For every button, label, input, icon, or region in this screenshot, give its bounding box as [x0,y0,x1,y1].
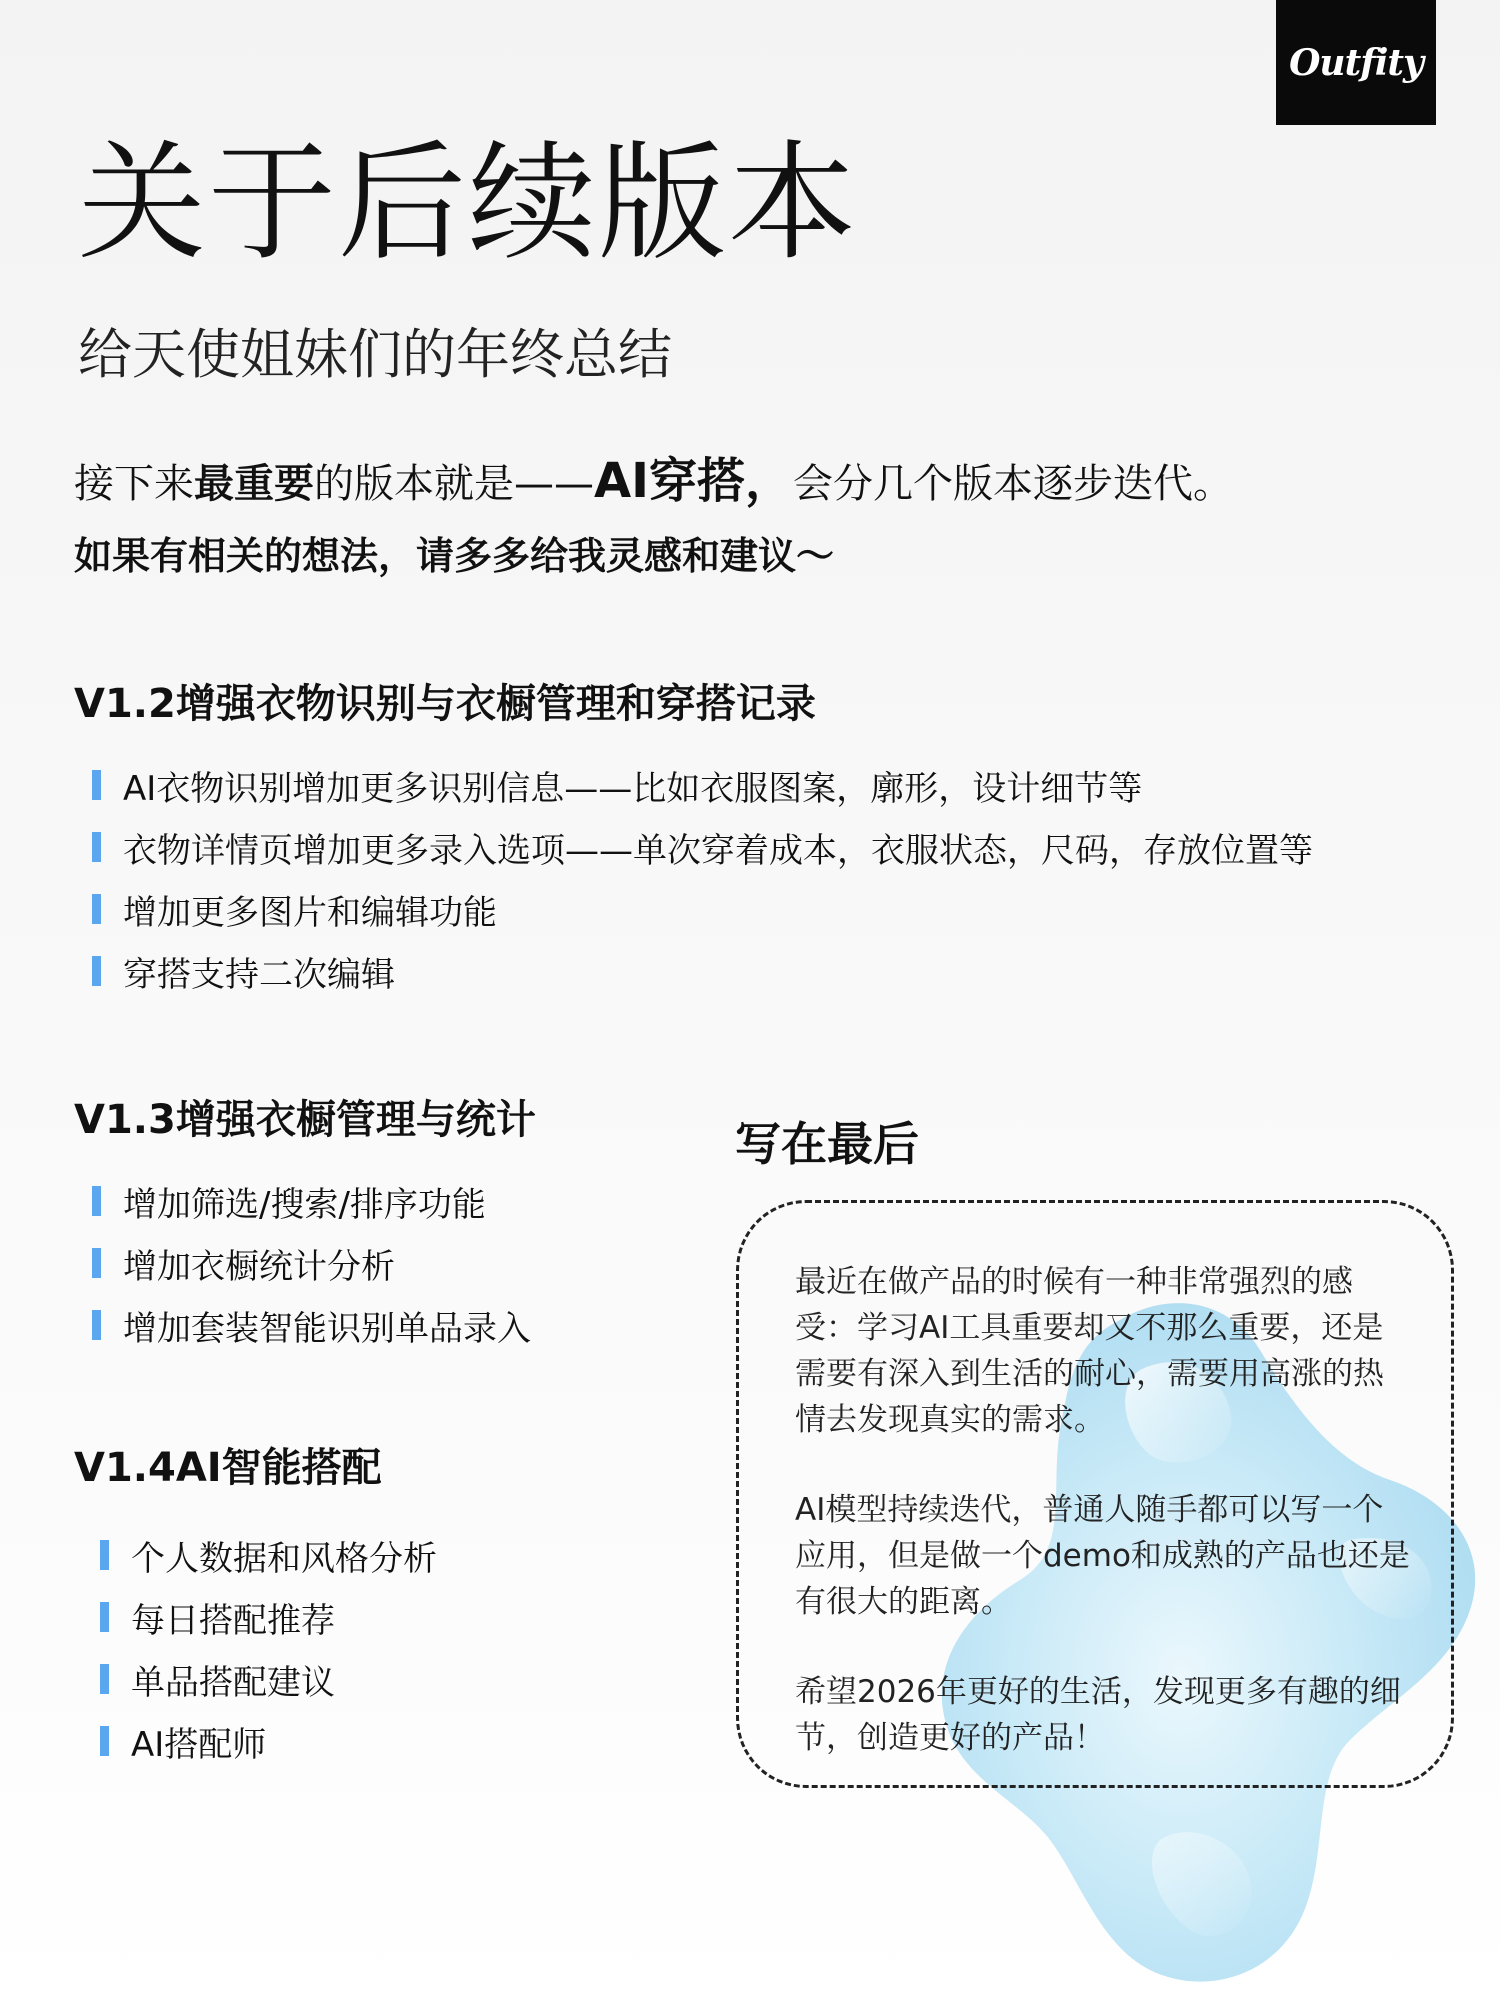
list-item [100,1656,437,1702]
list-item-text: 增加更多图片和编辑功能 [123,892,497,933]
list-item-text: 穿搭支持二次编辑 [123,954,395,995]
closing-paragraph: 希望2026年更好的生活，发现更多有趣的细节，创造更好的产品！ [795,1674,1401,1756]
list-item-text: 个人数据和风格分析 [131,1538,437,1579]
intro-line-2: 如果有相关的想法，请多多给我灵感和建议～ [74,534,835,578]
list-item-text: 增加套装智能识别单品录入 [123,1308,531,1349]
bullet-bar [100,1726,109,1756]
closing-title: 写在最后 [735,1117,919,1171]
list-item [92,762,1313,808]
section-title-v12: V1.2增强衣物识别与衣橱管理和穿搭记录 [74,681,816,727]
logo-text: Outfity [1289,41,1423,84]
intro-text-e: 会分几个版本逐步迭代。 [793,461,1234,507]
list-item-text: 增加衣橱统计分析 [123,1246,395,1287]
list-item [92,1178,531,1224]
bullet-bar [92,956,101,986]
brand-logo [1276,0,1436,125]
section-title-v14: V1.4AI智能搭配 [74,1445,382,1491]
list-item-text: 增加筛选/搜索/排序功能 [123,1184,486,1225]
list-item [92,948,1313,994]
bullet-bar [100,1540,109,1570]
page-title: 关于后续版本 [78,129,859,278]
page-subtitle: 给天使姐妹们的年终总结 [78,323,672,386]
intro-text-a: 接下来 [74,461,194,507]
intro-text-c: 的版本就是—— [314,461,594,507]
intro-emphasis: 最重要 [194,461,314,507]
bullet-bar [92,1248,101,1278]
bullet-bar [92,832,101,862]
list-item [100,1594,437,1640]
intro-line-1 [74,442,1233,511]
bullet-bar [92,894,101,924]
bullet-bar [100,1602,109,1632]
section-title-v13: V1.3增强衣橱管理与统计 [74,1097,536,1143]
list-item-text: AI衣物识别增加更多识别信息——比如衣服图案，廓形，设计细节等 [123,768,1143,809]
list-item-text: 衣物详情页增加更多录入选项——单次穿着成本，衣服状态，尺码，存放位置等 [123,830,1313,871]
bullet-bar [100,1664,109,1694]
list-item [100,1718,437,1764]
bullet-bar [92,770,101,800]
list-item-text: AI搭配师 [131,1724,267,1765]
bullet-bar [92,1310,101,1340]
list-v12 [92,762,1313,994]
closing-paragraph: AI模型持续迭代，普通人随手都可以写一个应用，但是做一个demo和成熟的产品也还是有很大的距离。 [795,1492,1410,1620]
list-item [92,886,1313,932]
closing-paragraph: 最近在做产品的时候有一种非常强烈的感受：学习AI工具重要却又不那么重要，还是需要有深入到生活的耐心，需要用高涨的热情去发现真实的需求。 [795,1264,1384,1438]
list-item [92,1302,531,1348]
list-v14 [100,1532,437,1764]
list-item [92,1240,531,1286]
intro-highlight: AI穿搭， [594,453,794,509]
list-item [92,824,1313,870]
list-v13 [92,1178,531,1348]
list-item-text: 单品搭配建议 [131,1662,335,1703]
closing-card [736,1200,1454,1788]
bullet-bar [92,1186,101,1216]
list-item-text: 每日搭配推荐 [131,1600,335,1641]
list-item [100,1532,437,1578]
